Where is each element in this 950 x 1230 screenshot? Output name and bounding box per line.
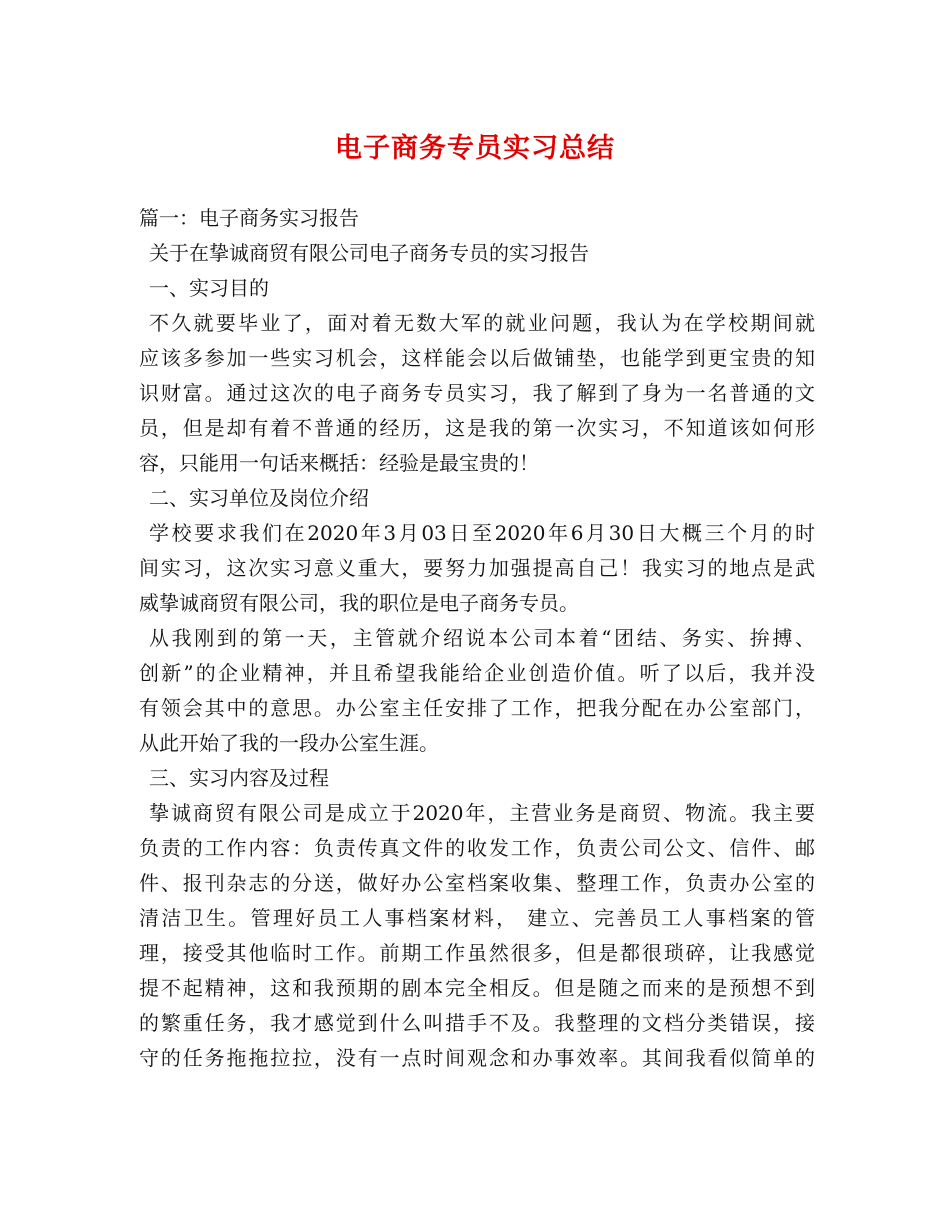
body-line: 员，但是却有着不普通的经历，这是我的第一次实习，不知道该如何形 bbox=[139, 416, 815, 440]
body-line: 关于在挚诚商贸有限公司电子商务专员的实习报告 bbox=[149, 241, 589, 265]
body-line: 不久就要毕业了，面对着无数大军的就业问题，我认为在学校期间就 bbox=[149, 311, 815, 335]
body-line: 件、报刊杂志的分送，做好办公室档案收集、整理工作，负责办公室的 bbox=[139, 871, 815, 895]
body-line: 篇一：电子商务实习报告 bbox=[139, 206, 359, 230]
body-line: 二、实习单位及岗位介绍 bbox=[149, 486, 369, 510]
body-line: 有领会其中的意思。办公室主任安排了工作，把我分配在办公室部门， bbox=[139, 696, 815, 720]
body-line: 三、实习内容及过程 bbox=[149, 766, 329, 790]
body-line: 从此开始了我的一段办公室生涯。 bbox=[139, 731, 439, 755]
body-line: 的繁重任务，我才感觉到什么叫措手不及。我整理的文档分类错误，接 bbox=[139, 1011, 815, 1035]
body-line: 威挚诚商贸有限公司，我的职位是电子商务专员。 bbox=[139, 591, 579, 615]
body-line: 一、实习目的 bbox=[149, 276, 269, 300]
body-line: 提不起精神，这和我预期的剧本完全相反。但是随之而来的是预想不到 bbox=[139, 976, 815, 1000]
body-line: 负责的工作内容：负责传真文件的收发工作，负责公司公文、信件、邮 bbox=[139, 836, 815, 860]
document-body bbox=[139, 201, 815, 1076]
body-line: 清洁卫生。管理好员工人事档案材料， 建立、完善员工人事档案的管 bbox=[139, 906, 815, 930]
body-line: 从我刚到的第一天，主管就介绍说本公司本着“团结、务实、拚搏、 bbox=[149, 626, 815, 650]
body-line: 识财富。通过这次的电子商务专员实习，我了解到了身为一名普通的文 bbox=[139, 381, 815, 405]
body-line: 创新”的企业精神，并且希望我能给企业创造价值。听了以后，我并没 bbox=[139, 661, 815, 685]
body-line: 容，只能用一句话来概括：经验是最宝贵的！ bbox=[139, 451, 539, 475]
body-line: 间实习，这次实习意义重大，要努力加强提高自己！我实习的地点是武 bbox=[139, 556, 815, 580]
body-line: 挚诚商贸有限公司是成立于2020年，主营业务是商贸、物流。我主要 bbox=[149, 801, 815, 825]
body-line: 理，接受其他临时工作。前期工作虽然很多，但是都很琐碎，让我感觉 bbox=[139, 941, 815, 965]
body-line: 守的任务拖拖拉拉，没有一点时间观念和办事效率。其间我看似简单的 bbox=[139, 1046, 815, 1070]
body-line: 学校要求我们在2020年3月03日至2020年6月30日大概三个月的时 bbox=[149, 521, 815, 545]
document-title: 电子商务专员实习总结 bbox=[335, 133, 615, 164]
body-line: 应该多参加一些实习机会，这样能会以后做铺垫，也能学到更宝贵的知 bbox=[139, 346, 815, 370]
